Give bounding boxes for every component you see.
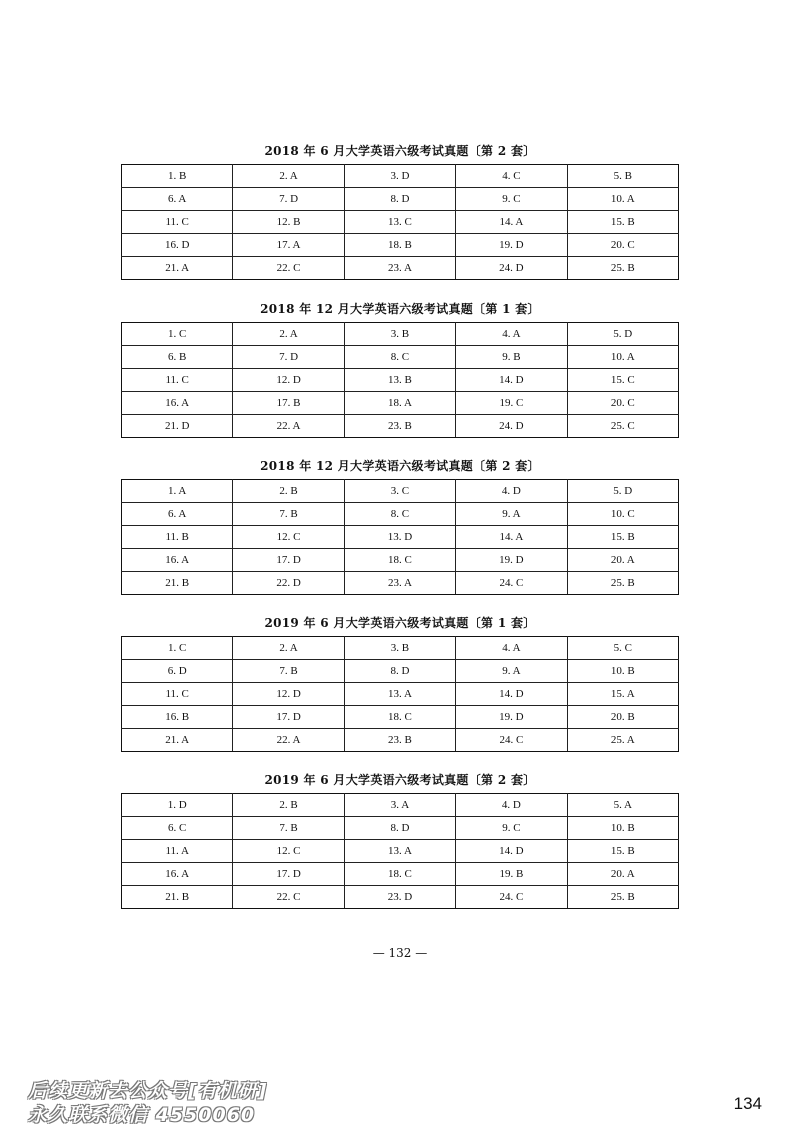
answer-cell: 21. A xyxy=(122,257,233,280)
table-row xyxy=(122,637,679,660)
answer-cell: 5. D xyxy=(567,323,678,346)
answer-cell: 1. D xyxy=(122,794,233,817)
answer-cell: 23. A xyxy=(344,257,455,280)
answer-cell: 2. A xyxy=(233,323,344,346)
table-row xyxy=(122,706,679,729)
answer-cell: 6. A xyxy=(122,503,233,526)
table-row xyxy=(122,660,679,683)
answer-cell: 4. C xyxy=(456,165,567,188)
answer-cell: 17. D xyxy=(233,863,344,886)
answer-cell: 12. D xyxy=(233,369,344,392)
answer-cell: 21. B xyxy=(122,572,233,595)
answer-cell: 22. C xyxy=(233,257,344,280)
answer-cell: 15. B xyxy=(567,526,678,549)
answer-cell: 22. D xyxy=(233,572,344,595)
answer-cell: 18. C xyxy=(344,706,455,729)
table-row xyxy=(122,480,679,503)
answer-cell: 7. B xyxy=(233,503,344,526)
answer-cell: 6. D xyxy=(122,660,233,683)
answer-cell: 22. A xyxy=(233,415,344,438)
answer-cell: 20. C xyxy=(567,234,678,257)
answer-cell: 18. B xyxy=(344,234,455,257)
answer-cell: 1. B xyxy=(122,165,233,188)
answer-cell: 12. C xyxy=(233,526,344,549)
answer-cell: 25. C xyxy=(567,415,678,438)
answer-cell: 14. D xyxy=(456,840,567,863)
table-row xyxy=(122,683,679,706)
answer-cell: 24. D xyxy=(456,415,567,438)
answer-cell: 20. B xyxy=(567,706,678,729)
answer-cell: 8. D xyxy=(344,817,455,840)
answer-cell: 10. C xyxy=(567,503,678,526)
answer-cell: 2. B xyxy=(233,480,344,503)
table-row xyxy=(122,188,679,211)
section-title: 2018 年 12 月大学英语六级考试真题〔第 2 套〕 xyxy=(260,459,540,473)
answer-cell: 3. B xyxy=(344,323,455,346)
answer-cell: 16. A xyxy=(122,392,233,415)
answer-cell: 23. D xyxy=(344,886,455,909)
answer-cell: 15. A xyxy=(567,683,678,706)
answer-cell: 20. A xyxy=(567,549,678,572)
answer-cell: 23. B xyxy=(344,415,455,438)
answer-cell: 9. C xyxy=(456,188,567,211)
section-title: 2018 年 6 月大学英语六级考试真题〔第 2 套〕 xyxy=(264,144,536,158)
answer-cell: 3. C xyxy=(344,480,455,503)
answer-cell: 12. B xyxy=(233,211,344,234)
scan-page-number: 134 xyxy=(733,1094,762,1113)
answer-cell: 4. D xyxy=(456,794,567,817)
answer-cell: 17. D xyxy=(233,706,344,729)
table-row xyxy=(122,794,679,817)
table-row xyxy=(122,863,679,886)
answer-cell: 15. B xyxy=(567,211,678,234)
answer-cell: 14. D xyxy=(456,369,567,392)
answer-cell: 22. C xyxy=(233,886,344,909)
answer-cell: 5. D xyxy=(567,480,678,503)
answer-cell: 18. C xyxy=(344,863,455,886)
answer-cell: 19. D xyxy=(456,706,567,729)
answer-cell: 20. A xyxy=(567,863,678,886)
answer-cell: 14. A xyxy=(456,526,567,549)
answer-cell: 15. C xyxy=(567,369,678,392)
answer-cell: 10. B xyxy=(567,660,678,683)
answer-cell: 3. D xyxy=(344,165,455,188)
section-title: 2019 年 6 月大学英语六级考试真题〔第 1 套〕 xyxy=(264,616,536,630)
table-row xyxy=(122,549,679,572)
answer-cell: 20. C xyxy=(567,392,678,415)
answer-cell: 19. D xyxy=(456,549,567,572)
answer-cell: 4. A xyxy=(456,323,567,346)
answer-cell: 8. C xyxy=(344,503,455,526)
answer-cell: 25. B xyxy=(567,257,678,280)
answer-cell: 23. B xyxy=(344,729,455,752)
table-row xyxy=(122,323,679,346)
answer-cell: 17. B xyxy=(233,392,344,415)
table-row xyxy=(122,526,679,549)
answer-cell: 25. B xyxy=(567,572,678,595)
answer-cell: 23. A xyxy=(344,572,455,595)
answer-cell: 11. C xyxy=(122,683,233,706)
table-row xyxy=(122,840,679,863)
answer-cell: 24. D xyxy=(456,257,567,280)
answer-cell: 6. A xyxy=(122,188,233,211)
answer-cell: 3. A xyxy=(344,794,455,817)
answer-cell: 17. A xyxy=(233,234,344,257)
answer-table xyxy=(121,322,679,438)
answer-cell: 5. C xyxy=(567,637,678,660)
answer-cell: 21. B xyxy=(122,886,233,909)
answer-cell: 13. B xyxy=(344,369,455,392)
answer-cell: 9. B xyxy=(456,346,567,369)
answer-table xyxy=(121,479,679,595)
table-row xyxy=(122,817,679,840)
answer-cell: 12. D xyxy=(233,683,344,706)
answer-cell: 13. A xyxy=(344,840,455,863)
answer-cell: 16. A xyxy=(122,549,233,572)
table-row xyxy=(122,503,679,526)
section-title: 2018 年 12 月大学英语六级考试真题〔第 1 套〕 xyxy=(260,302,540,316)
answer-cell: 16. D xyxy=(122,234,233,257)
answer-cell: 22. A xyxy=(233,729,344,752)
answer-cell: 21. A xyxy=(122,729,233,752)
answer-cell: 11. C xyxy=(122,369,233,392)
answer-cell: 1. A xyxy=(122,480,233,503)
answer-cell: 12. C xyxy=(233,840,344,863)
answer-cell: 13. A xyxy=(344,683,455,706)
answer-cell: 24. C xyxy=(456,572,567,595)
answer-cell: 10. A xyxy=(567,188,678,211)
table-row xyxy=(122,415,679,438)
table-row xyxy=(122,369,679,392)
answer-cell: 2. A xyxy=(233,637,344,660)
answer-cell: 13. D xyxy=(344,526,455,549)
table-row xyxy=(122,572,679,595)
table-row xyxy=(122,729,679,752)
answer-cell: 16. A xyxy=(122,863,233,886)
answer-cell: 5. B xyxy=(567,165,678,188)
answer-cell: 5. A xyxy=(567,794,678,817)
answer-cell: 11. B xyxy=(122,526,233,549)
answer-cell: 17. D xyxy=(233,549,344,572)
answer-cell: 6. C xyxy=(122,817,233,840)
answer-cell: 25. A xyxy=(567,729,678,752)
answer-cell: 18. A xyxy=(344,392,455,415)
answer-cell: 25. B xyxy=(567,886,678,909)
answer-cell: 15. B xyxy=(567,840,678,863)
answer-cell: 2. B xyxy=(233,794,344,817)
answer-cell: 24. C xyxy=(456,729,567,752)
answer-cell: 14. A xyxy=(456,211,567,234)
answer-cell: 7. B xyxy=(233,660,344,683)
answer-cell: 9. C xyxy=(456,817,567,840)
answer-cell: 19. D xyxy=(456,234,567,257)
answer-cell: 21. D xyxy=(122,415,233,438)
table-row xyxy=(122,234,679,257)
answer-cell: 10. A xyxy=(567,346,678,369)
answer-cell: 4. A xyxy=(456,637,567,660)
answer-cell: 19. B xyxy=(456,863,567,886)
answer-cell: 16. B xyxy=(122,706,233,729)
table-row xyxy=(122,257,679,280)
watermark-line-1: 后续更新去公众号[有机研] xyxy=(28,1080,268,1102)
answer-cell: 1. C xyxy=(122,637,233,660)
answer-cell: 7. D xyxy=(233,346,344,369)
answer-cell: 11. C xyxy=(122,211,233,234)
answer-cell: 18. C xyxy=(344,549,455,572)
answer-cell: 19. C xyxy=(456,392,567,415)
answer-cell: 1. C xyxy=(122,323,233,346)
answer-cell: 4. D xyxy=(456,480,567,503)
section-title: 2019 年 6 月大学英语六级考试真题〔第 2 套〕 xyxy=(264,773,536,787)
answer-cell: 13. C xyxy=(344,211,455,234)
answer-cell: 2. A xyxy=(233,165,344,188)
answer-cell: 6. B xyxy=(122,346,233,369)
answer-cell: 7. D xyxy=(233,188,344,211)
table-row xyxy=(122,346,679,369)
answer-cell: 8. D xyxy=(344,188,455,211)
table-row xyxy=(122,886,679,909)
watermark-line-2: 永久联系微信 4550060 xyxy=(28,1104,256,1126)
answer-cell: 7. B xyxy=(233,817,344,840)
answer-cell: 10. B xyxy=(567,817,678,840)
table-row xyxy=(122,392,679,415)
answer-cell: 8. D xyxy=(344,660,455,683)
answer-cell: 9. A xyxy=(456,660,567,683)
answer-cell: 8. C xyxy=(344,346,455,369)
answer-cell: 14. D xyxy=(456,683,567,706)
answer-cell: 11. A xyxy=(122,840,233,863)
answer-cell: 3. B xyxy=(344,637,455,660)
table-row xyxy=(122,211,679,234)
answer-cell: 9. A xyxy=(456,503,567,526)
answer-table xyxy=(121,164,679,280)
answer-table xyxy=(121,793,679,909)
answer-cell: 24. C xyxy=(456,886,567,909)
table-row xyxy=(122,165,679,188)
page-number: — 132 — xyxy=(372,946,428,960)
answer-table xyxy=(121,636,679,752)
